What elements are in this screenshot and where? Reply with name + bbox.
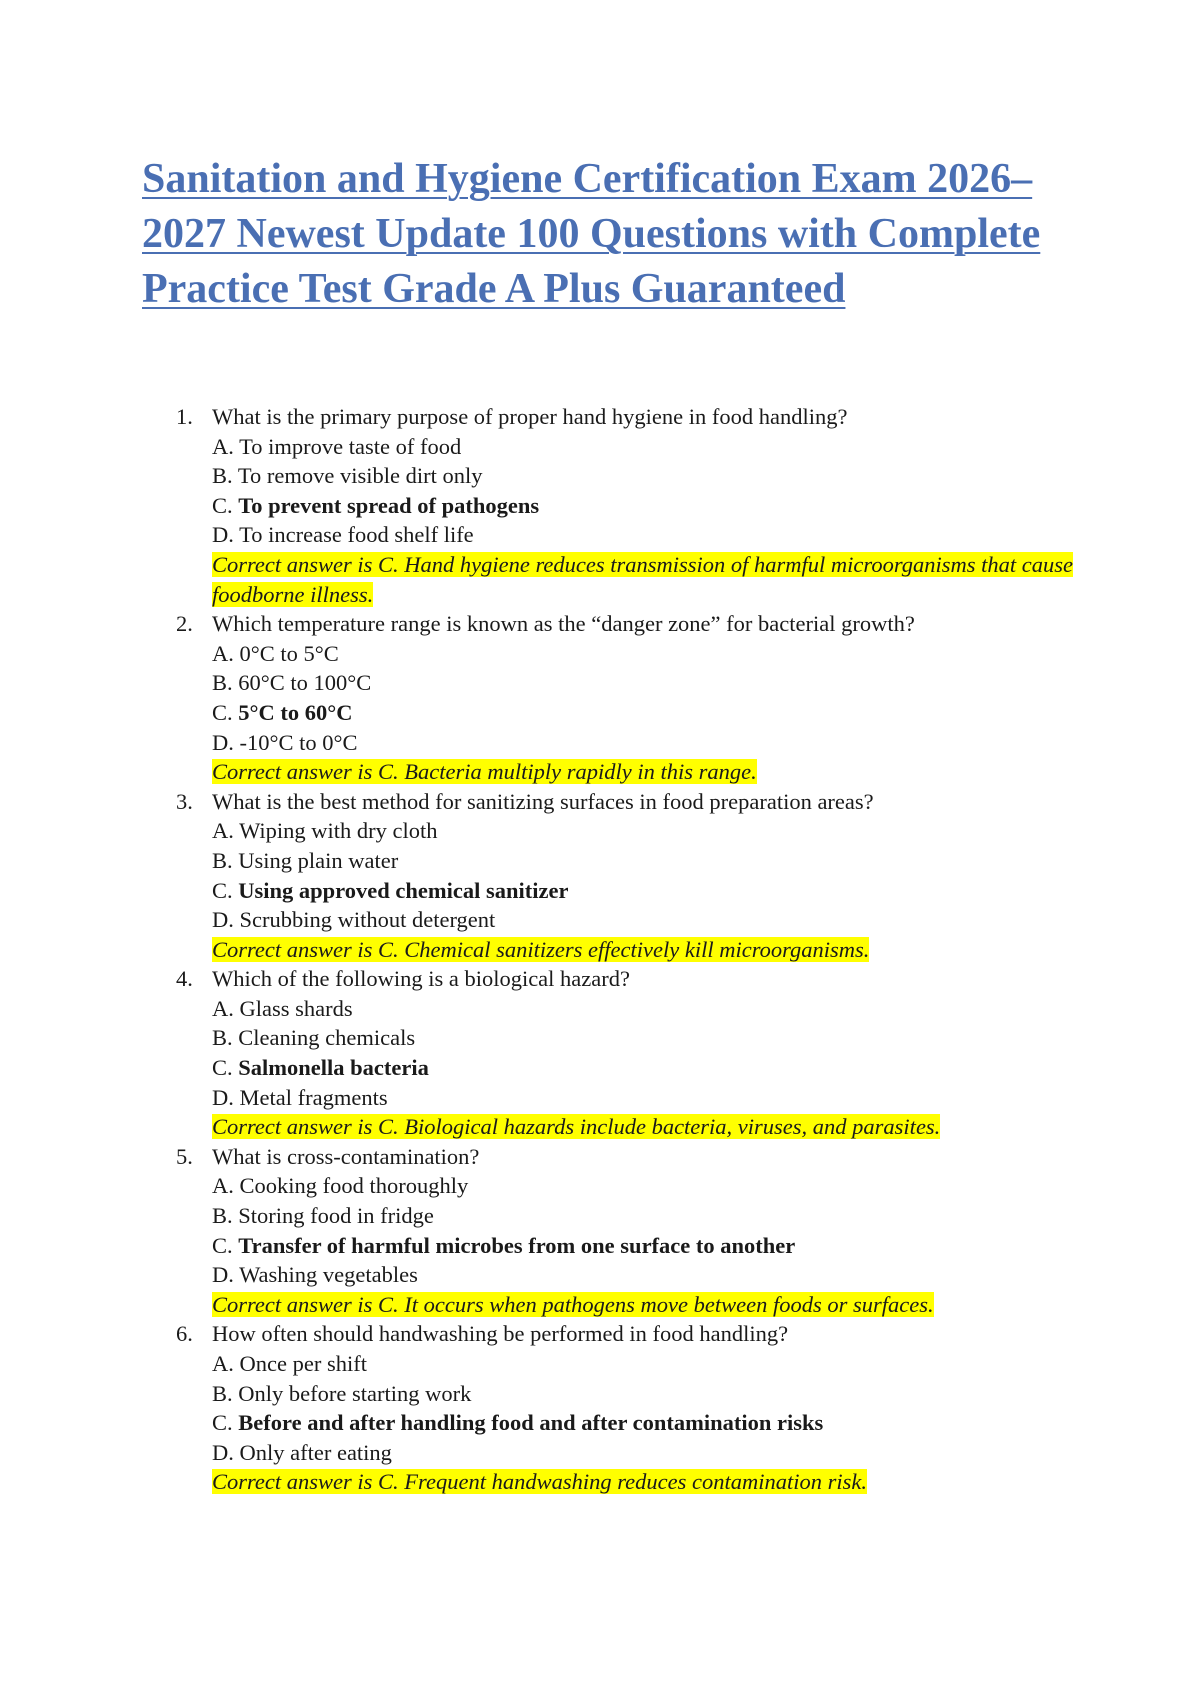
option-letter: B. [212, 847, 233, 873]
option-a [212, 432, 1076, 462]
option-letter: C. [212, 1232, 233, 1258]
option-b [212, 668, 1076, 698]
option-text: Using plain water [238, 847, 399, 873]
option-d [212, 1083, 1076, 1113]
correct-answer-explanation [212, 1467, 1076, 1497]
question-item-6 [176, 1319, 1076, 1497]
option-a [212, 1349, 1076, 1379]
option-c [212, 1053, 1076, 1083]
option-a [212, 994, 1076, 1024]
question-number: 5. [176, 1143, 193, 1169]
option-text-correct: To prevent spread of pathogens [238, 492, 540, 518]
option-letter: D. [212, 1084, 234, 1110]
option-d [212, 905, 1076, 935]
option-text-correct: 5°C to 60°C [238, 699, 353, 725]
option-c [212, 1408, 1076, 1438]
question-text: What is the best method for sanitizing surfaces in food preparation areas? [212, 788, 874, 814]
option-list [212, 816, 1076, 934]
answer-text: Correct answer is C. Hand hygiene reduces transmission of harmful microorganisms that cause foodborne illness. [212, 551, 1074, 607]
option-text: Wiping with dry cloth [239, 818, 438, 844]
option-letter: A. [212, 640, 234, 666]
question-number: 2. [176, 611, 193, 637]
option-text: Once per shift [239, 1351, 367, 1376]
option-text: To improve taste of food [239, 433, 462, 459]
correct-answer-explanation [212, 757, 1076, 787]
question-number: 4. [176, 966, 193, 992]
option-text: To increase food shelf life [239, 522, 474, 548]
answer-text: Correct answer is C. Biological hazards include bacteria, viruses, and parasites. [212, 1114, 941, 1140]
correct-answer-explanation [212, 935, 1076, 965]
option-letter: C. [212, 492, 233, 518]
option-a [212, 1171, 1076, 1201]
question-item-3 [176, 787, 1076, 965]
option-letter: C. [212, 699, 233, 725]
option-letter: C. [212, 877, 233, 903]
option-text: 0°C to 5°C [239, 640, 339, 666]
option-c [212, 698, 1076, 728]
option-c [212, 491, 1076, 521]
correct-answer-explanation [212, 550, 1076, 609]
option-a [212, 816, 1076, 846]
option-letter: C. [212, 1410, 233, 1436]
option-text: Scrubbing without detergent [239, 907, 496, 933]
option-text: Cleaning chemicals [238, 1025, 416, 1051]
option-b [212, 1379, 1076, 1409]
option-letter: B. [212, 463, 233, 489]
option-text: Only before starting work [238, 1380, 472, 1406]
option-b [212, 1201, 1076, 1231]
option-letter: C. [212, 1055, 233, 1081]
option-text: Washing vegetables [239, 1262, 418, 1288]
option-letter: D. [212, 907, 234, 933]
answer-text: Correct answer is C. Chemical sanitizers effectively kill microorganisms. [212, 936, 870, 962]
question-number: 1. [176, 404, 193, 429]
answer-text: Correct answer is C. It occurs when pathogens move between foods or surfaces. [212, 1291, 934, 1317]
question-item-5 [176, 1142, 1076, 1320]
option-d [212, 728, 1076, 758]
question-number: 3. [176, 788, 193, 814]
option-letter: A. [212, 818, 234, 844]
option-letter: A. [212, 1173, 234, 1199]
option-d [212, 1438, 1076, 1468]
option-b [212, 1023, 1076, 1053]
question-list [176, 402, 1076, 1497]
option-letter: D. [212, 1262, 234, 1288]
option-letter: D. [212, 729, 234, 755]
option-b [212, 461, 1076, 491]
option-letter: B. [212, 1025, 233, 1051]
option-list [212, 1349, 1076, 1467]
correct-answer-explanation [212, 1290, 1076, 1320]
option-letter: D. [212, 522, 234, 548]
option-text: Metal fragments [239, 1084, 388, 1110]
option-b [212, 846, 1076, 876]
correct-answer-explanation [212, 1112, 1076, 1142]
option-letter: B. [212, 1203, 233, 1229]
question-text: Which temperature range is known as the “danger zone” for bacterial growth? [212, 611, 915, 637]
option-letter: D. [212, 1439, 234, 1465]
option-letter: A. [212, 433, 234, 459]
question-item-2 [176, 609, 1076, 787]
option-c [212, 1231, 1076, 1261]
question-text: Which of the following is a biological hazard? [212, 966, 630, 992]
option-text: Storing food in fridge [238, 1203, 434, 1229]
option-list [212, 994, 1076, 1112]
question-item-1 [176, 402, 1076, 609]
option-list [212, 432, 1076, 550]
document-title: Sanitation and Hygiene Certification Exam 2026–2027 Newest Update 100 Questions with Complete Practice Test Grade A Plus Guaranteed [142, 156, 1041, 312]
option-text-correct: Salmonella bacteria [238, 1055, 429, 1081]
answer-text: Correct answer is C. Frequent handwashing reduces contamination risk. [212, 1469, 867, 1495]
option-text-correct: Using approved chemical sanitizer [238, 877, 569, 903]
option-text: 60°C to 100°C [238, 670, 372, 696]
option-list [212, 639, 1076, 757]
option-c [212, 876, 1076, 906]
option-text-correct: Transfer of harmful microbes from one surface to another [238, 1232, 796, 1258]
question-item-4 [176, 964, 1076, 1142]
option-text: Glass shards [239, 995, 353, 1021]
option-list [212, 1171, 1076, 1289]
option-text: Cooking food thoroughly [239, 1173, 469, 1199]
option-text: -10°C to 0°C [239, 729, 358, 755]
option-d [212, 520, 1076, 550]
option-letter: A. [212, 1351, 234, 1376]
option-a [212, 639, 1076, 669]
option-letter: B. [212, 670, 233, 696]
option-text: To remove visible dirt only [237, 463, 483, 489]
option-d [212, 1260, 1076, 1290]
question-text: How often should handwashing be performed in food handling? [212, 1321, 789, 1347]
question-text: What is the primary purpose of proper hand hygiene in food handling? [212, 404, 848, 429]
question-text: What is cross-contamination? [212, 1143, 480, 1169]
option-text: Only after eating [239, 1439, 392, 1465]
option-letter: A. [212, 995, 234, 1021]
question-number: 6. [176, 1321, 193, 1347]
option-text-correct: Before and after handling food and after contamination risks [238, 1410, 824, 1436]
option-letter: B. [212, 1380, 233, 1406]
answer-text: Correct answer is C. Bacteria multiply rapidly in this range. [212, 759, 757, 785]
